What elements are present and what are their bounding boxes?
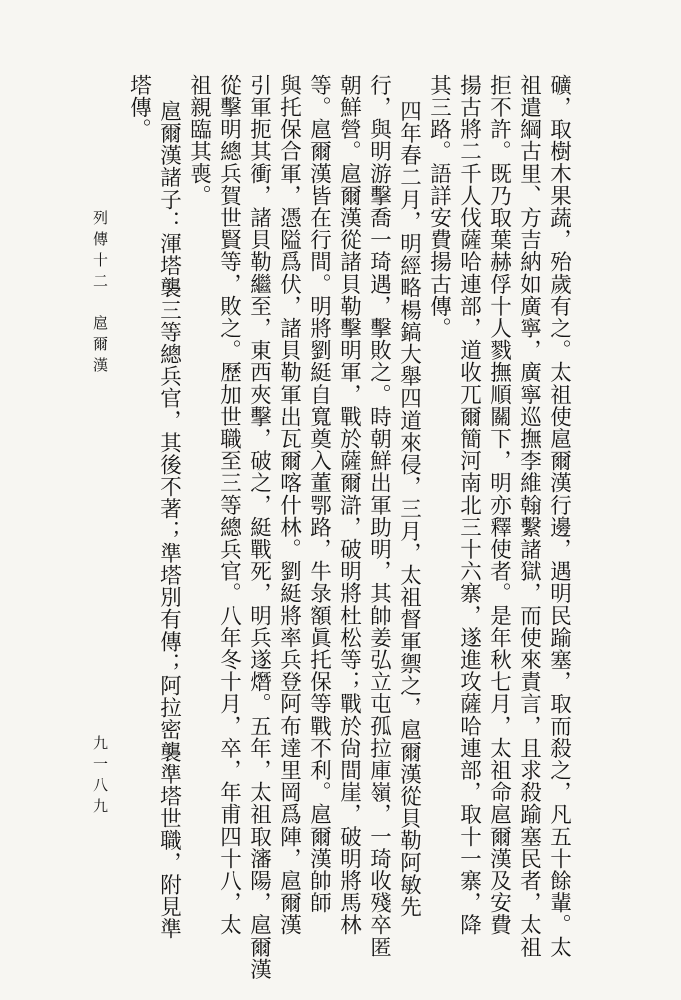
text-column: 揚古將二千人伐薩哈連部，道收兀爾簡河南北三十六寨，遂進攻薩哈連部，取十一寨，降: [456, 74, 482, 936]
text-column: 拒不許。既乃取葉赫俘十人戮撫順關下，明亦釋使者。是年秋七月，太祖命扈爾漢及安費: [486, 74, 512, 936]
text-column: 扈爾漢諸子：渾塔襲三等總兵官，其後不著；準塔別有傳；阿拉密襲準塔世職，附見準: [156, 100, 182, 940]
chapter-header: 列傳十二 扈爾漢: [91, 210, 109, 378]
text-column: 祖遣綱古里、方吉納如廣寧，廣寧巡撫李維翰繫諸獄，而使來責言，且求殺踰塞民者，太祖: [516, 74, 542, 958]
text-column: 四年春二月，明經略楊鎬大舉四道來侵，三月，太祖督軍禦之，扈爾漢從貝勒阿敏先: [396, 100, 422, 918]
text-column: 塔傳。: [126, 74, 152, 141]
text-column: 礦，取樹木果蔬，殆歲有之。太祖使扈爾漢行邊，遇明民踰塞，取而殺之，凡五十餘輩。太: [546, 74, 572, 958]
text-column: 等。扈爾漢皆在行間。明將劉綎自寬奠入董鄂路，牛彔額眞托保等戰不利。扈爾漢帥師: [306, 74, 332, 914]
text-column: 引軍扼其衝，諸貝勒繼至，東西夾擊，破之，綎戰死，明兵遂熸。五年，太祖取瀋陽，扈爾漢: [246, 74, 272, 981]
text-column: 從擊明總兵賀世賢等，敗之。歷加世職至三等總兵官。八年冬十月，卒，年甫四十八，太: [216, 74, 242, 936]
page-number: 九一八九: [91, 735, 109, 819]
text-column: 祖親臨其喪。: [186, 74, 212, 207]
text-column: 行，與明游擊喬一琦遇，擊敗之。時朝鮮出軍助明，其帥姜弘立屯孤拉庫嶺，一琦收殘卒匿: [366, 74, 392, 958]
text-column: 朝鮮營。扈爾漢從諸貝勒擊明軍，戰於薩爾滸，破明將杜松等；戰於尙間崖，破明將馬林: [336, 74, 362, 936]
text-column: 與托保合軍，憑隘爲伏，諸貝勒軍出瓦爾喀什林。劉綎將率兵登阿布達里岡爲陣，扈爾漢: [276, 74, 302, 936]
text-column: 其三路。語詳安費揚古傳。: [426, 74, 452, 340]
